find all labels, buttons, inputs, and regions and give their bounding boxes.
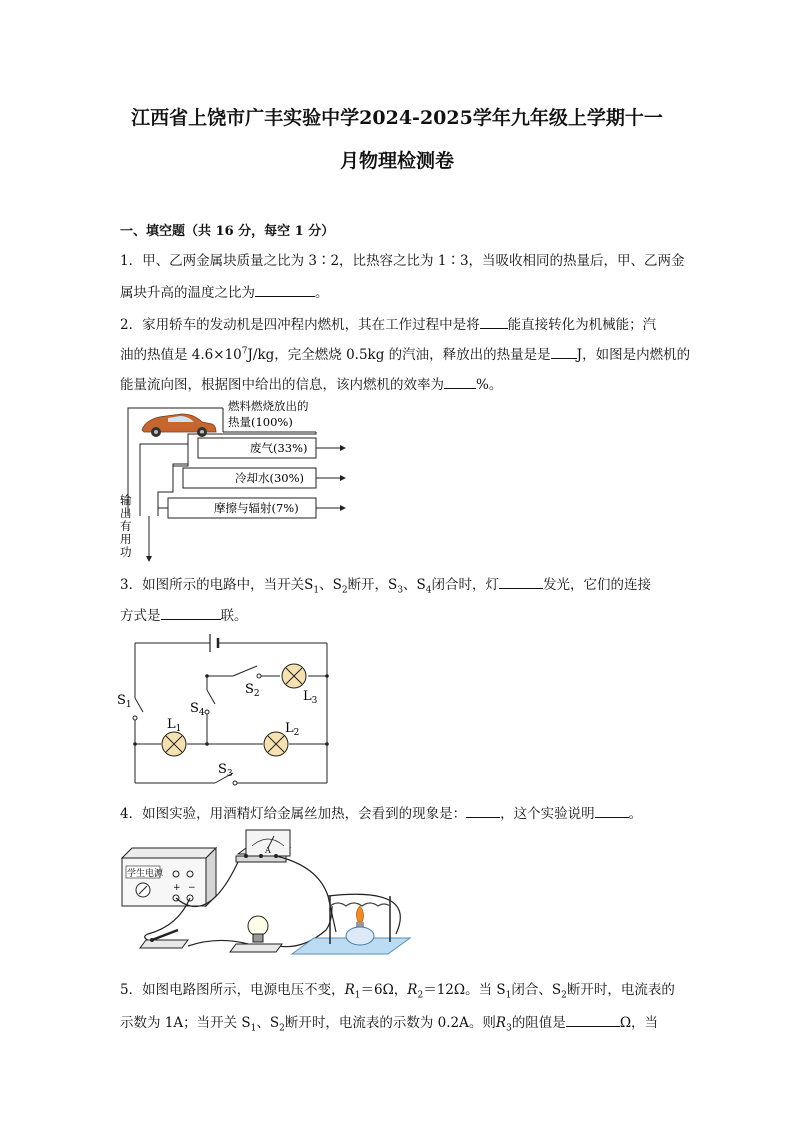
- q4-line1: [120, 802, 642, 822]
- q2-text: J/kg，完全燃烧 0.5kg 的汽油，释放出的热量是是: [247, 347, 551, 363]
- output-label-2: 出: [120, 506, 132, 520]
- q5-text: 断开时，电流表的: [566, 982, 675, 998]
- input-label-2: 热量(100%): [228, 415, 293, 429]
- svg-text:+: +: [173, 883, 181, 893]
- q5-sub: 1: [354, 990, 361, 1001]
- lamp-l1-icon: [162, 732, 186, 756]
- bulb-icon: [230, 916, 282, 952]
- q2-text: %。: [476, 377, 503, 393]
- q2-text: J，如图是内燃机的: [576, 347, 691, 363]
- q3-line2: [120, 604, 248, 624]
- q3-text: 、S: [319, 577, 342, 593]
- section-heading: 一、填空题（共 16 分，每空 1 分）: [120, 224, 335, 239]
- q3-sub: 2: [341, 585, 348, 596]
- q5-line2: [120, 1011, 658, 1034]
- q4-text: 4．如图实验，用酒精灯给金属丝加热，会看到的现象是：: [120, 806, 467, 822]
- q5-sub: 3: [506, 1023, 512, 1034]
- q3-text: 联。: [220, 608, 248, 624]
- power-supply-label: 学生电源: [127, 869, 164, 879]
- output-label-1: 输: [120, 493, 132, 507]
- q2-sup: 7: [241, 346, 248, 357]
- q4-text: 。: [628, 806, 643, 822]
- answer-blank[interactable]: [444, 376, 476, 389]
- q3-text: 方式是: [120, 608, 161, 624]
- q5-text: 的阻值是: [511, 1015, 566, 1031]
- q5-text: 示数为 1A；当开关 S: [120, 1015, 251, 1031]
- q5-text: 闭合、S: [511, 982, 562, 998]
- answer-blank[interactable]: [466, 805, 500, 818]
- q2-line1: [120, 313, 656, 333]
- energy-box-friction: 摩擦与辐射(7%): [214, 501, 299, 515]
- q5-sub: 1: [250, 1023, 257, 1034]
- q5-symbol: R: [344, 982, 355, 998]
- q5-text: ＝6Ω，: [360, 982, 408, 998]
- q2-text: 能量流向图，根据图中给出的信息，该内燃机的效率为: [120, 377, 444, 393]
- answer-blank[interactable]: [566, 1014, 620, 1027]
- q5-text: 5．如图电路图所示，电源电压不变，: [120, 982, 345, 998]
- q5-symbol: R: [495, 1015, 507, 1031]
- label-l3: $L_3$: [303, 689, 318, 706]
- q5-line1: [120, 978, 675, 1001]
- output-label-3: 有: [120, 519, 132, 533]
- q5-sub: 2: [279, 1023, 285, 1034]
- q2-line2: [120, 343, 690, 363]
- q3-sub: 4: [425, 585, 432, 596]
- output-label-4: 用: [120, 532, 132, 546]
- label-l2: $L_2$: [285, 721, 300, 738]
- q5-text: 断开时，电流表的示数为 0.2A。则: [284, 1015, 496, 1031]
- label-s3: $S_3$: [218, 762, 233, 779]
- switch-icon: [140, 930, 188, 948]
- alcohol-lamp-setup-icon: [292, 896, 410, 954]
- q2-text: 2．家用轿车的发动机是四冲程内燃机，其在工作过程中是将: [120, 317, 480, 333]
- q5-sub: 1: [505, 990, 512, 1001]
- q2-text: 能直接转化为机械能；汽: [507, 317, 657, 333]
- energy-box-cooling: 冷却水(30%): [235, 471, 305, 485]
- q3-line1: [120, 573, 651, 596]
- q3-text: 、S: [403, 577, 426, 593]
- q3-sub: 1: [313, 585, 320, 596]
- q5-sub: 2: [561, 990, 567, 1001]
- q1-line1: [120, 249, 685, 269]
- answer-blank[interactable]: [595, 805, 629, 818]
- input-label-1: 燃料燃烧放出的: [228, 399, 309, 413]
- document-title-line1: 江西省上饶市广丰实验中学2024-2025学年九年级上学期十一: [131, 107, 663, 129]
- q1-text3: 。: [315, 285, 329, 301]
- q2-text: 油的热值是 4.6×10: [120, 347, 242, 363]
- label-s1: $S_1$: [117, 693, 132, 710]
- q5-text: ＝12Ω。当 S: [423, 982, 506, 998]
- label-s2: $S_2$: [245, 682, 260, 699]
- power-supply-icon: [122, 848, 216, 906]
- q5-symbol: R: [407, 982, 418, 998]
- q3-text: 闭合时，灯: [431, 577, 500, 593]
- lamp-l3-icon: [282, 664, 306, 688]
- document-title-line2: 月物理检测卷: [339, 150, 454, 172]
- q1-line2: [120, 281, 329, 301]
- q4-text: ，这个实验说明: [500, 806, 595, 822]
- answer-blank[interactable]: [499, 576, 543, 589]
- q3-text: 3．如图所示的电路中，当开关: [120, 577, 305, 593]
- output-label-5: 功: [120, 545, 132, 559]
- answer-blank[interactable]: [255, 284, 315, 297]
- energy-flow-diagram: [118, 396, 358, 566]
- q3-text: S: [304, 577, 314, 593]
- energy-box-exhaust: 废气(33%): [250, 441, 308, 455]
- q5-text: Ω，当: [619, 1015, 659, 1031]
- q5-text: 、S: [256, 1015, 280, 1031]
- circuit-diagram-q3: [115, 628, 365, 793]
- q1-text: 1．甲、乙两金属块质量之比为 3∶2，比热容之比为 1∶3，当吸收相同的热量后，甲、乙两金: [120, 253, 685, 269]
- q3-text: 断开，S: [347, 577, 398, 593]
- answer-blank[interactable]: [480, 316, 508, 329]
- label-l1: $L_1$: [167, 717, 182, 734]
- svg-text:−: −: [188, 883, 196, 893]
- q3-sub: 3: [397, 585, 404, 596]
- label-s4: $S_4$: [190, 701, 205, 718]
- ammeter-label: A: [265, 846, 271, 855]
- q5-sub: 2: [417, 990, 424, 1001]
- answer-blank[interactable]: [551, 346, 577, 359]
- q2-line3: [120, 373, 502, 393]
- q3-text: 发光，它们的连接: [543, 577, 652, 593]
- answer-blank[interactable]: [161, 607, 221, 620]
- experiment-diagram-q4: [118, 826, 418, 968]
- q1-text2: 属块升高的温度之比为: [120, 285, 255, 301]
